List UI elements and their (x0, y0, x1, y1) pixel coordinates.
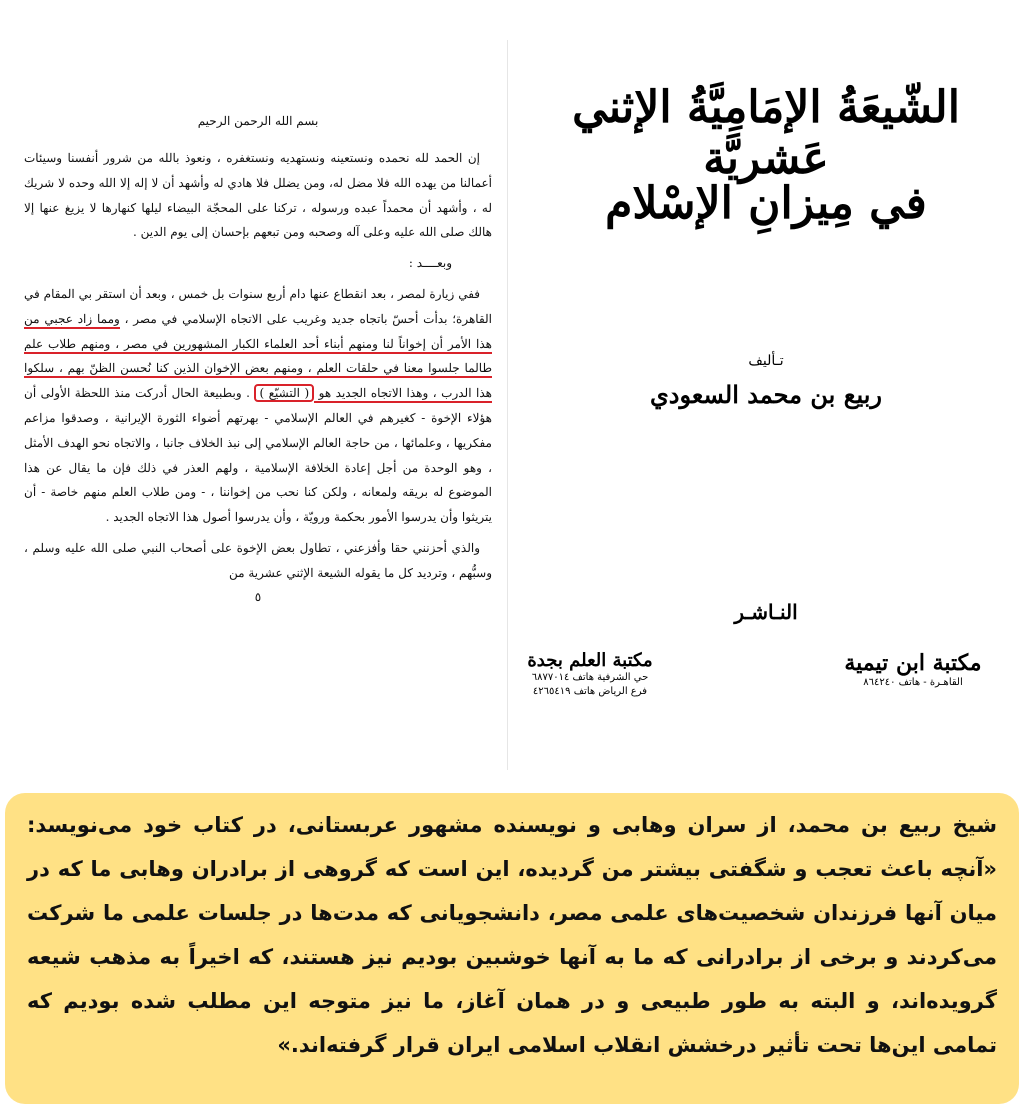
main-paragraph-rest: . وبطبيعة الحال أدركت منذ اللحظة الأولى أن هؤلاء الإخوة - كغيرهم في العالم الإسلامي - بهرتهم أضواء الثورة الإيرانية ، وصدقوا مزاعم مفكريها ، وعلمائها ، من حاجة العالم الإسلامي إلى نبذ الخلاف جانبا ، والاتجاه نحو الهدف الأمثل ، وهو الوحدة من أجل إعادة الخلافة الإسلامية ، ولهم العذر في ذلك فإن ما يقال عن هذا الموضوع له بريقه ولمعانه ، ولكن كنا نحب من إخواننا ، - ومن طلاب العلم منهم خاصة - أن يتريثوا وأن يدرسوا الأمور بحكمة ورويّة ، وأن يدرسوا أصول هذا الاتجاه الجديد . (24, 386, 492, 525)
caption-text: شیخ ربیع بن محمد، از سران وهابی و نویسنده مشهور عربستانی، در کتاب خود می‌نویسد: «آنچه باعث تعجب و شگفتی بیشتر من گردیده، این است که گروهی از برادران وهابی ما که در میان آنها فرزندان شخصیت‌های علمی مصر، دانشجویانی که مدت‌ها در جلسات علمی ما شرکت می‌کردند و برخی از برادرانی که ما به آنها خوشبین بودیم نیز هستند، که اخیراً به مذهب شیعه گرویده‌اند، و البته به طور طبیعی و در همان آغاز، ما نیز متوجه این مطلب شده بودیم که تمامی این‌ها تحت تأثیر درخشش انقلاب اسلامی ایران قرار گرفته‌اند.» (27, 813, 997, 1057)
author-name: ربيع بن محمد السعودي (650, 380, 882, 409)
main-paragraph-intro: ففي زيارة لمصر ، بعد انقطاع عنها دام أربع سنوات بل خمس ، وبعد أن استقر بي المقام في القاهرة؛ بدأت أحسّ باتجاه جديد وغريب على الاتجاه الإسلامي في مصر ، (24, 286, 492, 326)
publisher-maktabat-al-ilm-line1: حي الشرفية هاتف ٦٨٧٧٠١٤ (531, 672, 649, 683)
book-subtitle: في مِيزانِ الإسْلام (605, 178, 927, 229)
publisher-label: النـاشـر (734, 600, 798, 624)
book-text-page (24, 100, 492, 780)
publisher-ibn-taymiyya-name: مكتبة ابن تيمية (844, 650, 982, 676)
publisher-ibn-taymiyya (828, 650, 998, 690)
main-paragraph (24, 282, 492, 530)
page-number: ٥ (254, 589, 262, 604)
opening-paragraph: إن الحمد لله نحمده ونستعينه ونستهديه ونستغفره ، ونعوذ بالله من شرور أنفسنا وسيئات أعمالنا من يهده الله فلا مضل له، ومن يضلل فلا هادي له وأشهد أن لا إله إلا الله وحده لا شريك له ، وأشهد أن محمداً عبده ورسوله ، تركنا على المحجّة البيضاء ليلها كنهارها لا يزيغ عنها إلا هالك صلى الله عليه وعلى آله وصحبه ومن تبعهم بإحسان إلى يوم الدين . (24, 151, 492, 240)
underlined-passage: ومما زاد عجبي من هذا الأمر أن إخواناً لنا ومنهم أبناء أحد العلماء الكبار المشهورين في مصر ، ومنهم طلاب علم طالما جلسوا معنا في حلقات العلم ، ومنهم بعض الإخوان الذين كنا نُحسن الظنّ بهم ، سلكوا هذا الدرب ، وهذا الاتجاه الجديد هو (24, 312, 492, 403)
closing-paragraph: والذي أحزنني حقا وأفزعني ، تطاول بعض الإخوة على أصحاب النبي صلى الله عليه وسلم ، وسبُّهم ، وترديد كل ما يقوله الشيعة الإثني عشرية من (24, 540, 492, 580)
publisher-ibn-taymiyya-address: القاهـرة - هاتف ٨٦٤٢٤٠ (863, 677, 963, 688)
authored-by-label: تـأليف (748, 353, 784, 369)
book-title: الشّيعَةُ الإمَامِيَّةُ الإثني عَشريَّة (572, 82, 960, 184)
book-title-page (508, 0, 1024, 785)
wa-baad-heading: وبعــــد : (408, 256, 452, 271)
caption-box (5, 793, 1019, 1104)
publisher-maktabat-al-ilm (520, 650, 660, 699)
highlighted-term-tashayyu: ( التشيّع ) (254, 384, 314, 402)
basmala: بسم الله الرحمن الرحيم (197, 114, 319, 128)
publisher-maktabat-al-ilm-name: مكتبة العلم بجدة (527, 650, 653, 671)
publisher-maktabat-al-ilm-line2: فرع الرياض هاتف ٤٢٦٥٤١٩ (532, 686, 648, 697)
